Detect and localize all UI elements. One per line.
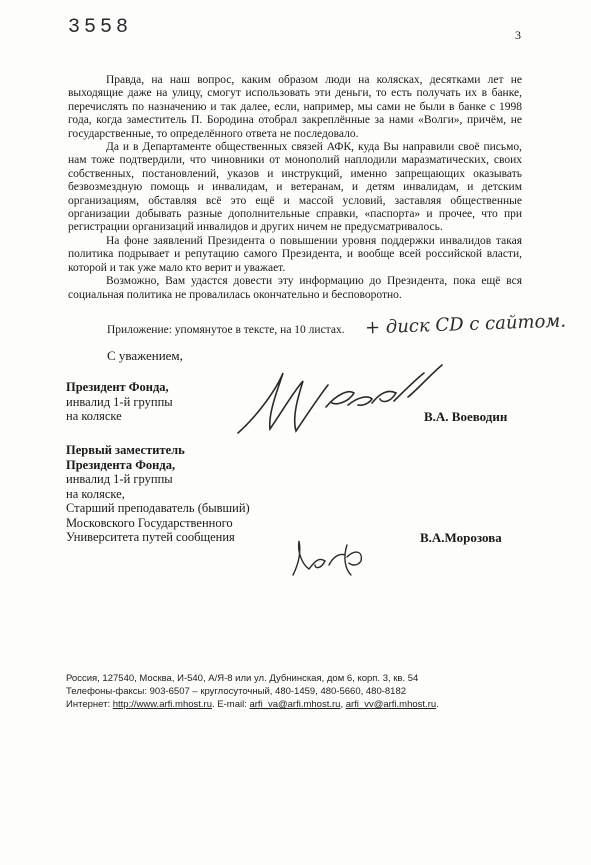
page-number: 3 bbox=[515, 28, 521, 42]
attachment-line: Приложение: упомянутое в тексте, на 10 листах. bbox=[107, 324, 345, 336]
email-link-1[interactable]: arfi_va@arfi.mhost.ru bbox=[249, 699, 341, 710]
signatory-2-line: Старший преподаватель (бывший) bbox=[66, 501, 250, 515]
signatory-2-name: В.А.Морозова bbox=[420, 530, 502, 545]
letter-body bbox=[68, 74, 522, 302]
paragraph-4: Возможно, Вам удастся довести эту информацию до Президента, пока ещё вся социальная политика не провалилась окончательно и бесповоротно. bbox=[68, 275, 522, 301]
signatory-1-block bbox=[66, 380, 173, 424]
signature-1 bbox=[228, 355, 458, 440]
signatory-1-line: на коляске bbox=[66, 409, 122, 423]
footer-phones: Телефоны-факсы: 903-6507 – круглосуточный, 480-1459, 480-5660, 480-8182 bbox=[66, 686, 407, 697]
signatory-2-line: инвалид 1-й группы bbox=[66, 472, 173, 486]
signatory-1-title: Президент Фонда, bbox=[66, 380, 169, 394]
signatory-2-line: Московского Государственного bbox=[66, 515, 233, 530]
paragraph-3: На фоне заявлений Президента о повышении уровня поддержки инвалидов такая политика подрывает и репутацию самого Президента, и вообще всей российской власти, которой и так уже мало кто верит и уважает. bbox=[68, 234, 522, 274]
signatory-2-line: на коляске, bbox=[66, 486, 125, 501]
signatory-1-line: инвалид 1-й группы bbox=[66, 394, 173, 409]
signatory-1-name: В.А. Воеводин bbox=[424, 409, 508, 424]
website-link[interactable]: http://www.arfi.mhost.ru bbox=[112, 699, 212, 710]
handwritten-note: + диск CD с сайтом. bbox=[364, 310, 567, 339]
signatory-2-title: Президента Фонда, bbox=[66, 457, 176, 472]
footer-internet: Интернет: http://www.arfi.mhost.ru. E-mail: arfi_va@arfi.mhost.ru, arfi_vv@arfi.mhost.ru. bbox=[66, 699, 439, 710]
signatory-2-line: Университета путей сообщения bbox=[66, 530, 235, 544]
footer bbox=[66, 672, 439, 711]
signatory-2-block bbox=[66, 443, 250, 545]
paragraph-1: Правда, на наш вопрос, каким образом люди на колясках, десятками лет не выходящие даже на улицу, смогут использовать эти деньги, то есть получать их в банке, перечислять по назначению и так далее, если, например, мы сами не были в банке с 1998 года, когда заместитель П. Бородина отобрал закреплённые за нами «Волги», причём, не государственные, то определённого ответа не последовало. bbox=[68, 74, 522, 140]
email-link-2[interactable]: arfi_vv@arfi.mhost.ru bbox=[345, 699, 437, 710]
stamp-number: 3558 bbox=[68, 16, 133, 39]
signature-2 bbox=[285, 535, 375, 580]
internet-label: Интернет: bbox=[66, 699, 111, 710]
footer-address: Россия, 127540, Москва, И-540, А/Я-8 или ул. Дубнинская, дом 6, корп. 3, кв. 54 bbox=[66, 673, 419, 684]
paragraph-2: Да и в Департаменте общественных связей АФК, куда Вы направили своё письмо, нам тоже подтвердили, что чиновники от монополий наплодили маразматических, своих собственных, постановлений, указов и инструкций, именно запрещающих оказывать безвозмездную помощь и инвалидам, и ветеранам, и детям инвалидам, и детским организациям, обставляя всё это ещё и массой условий, заставляя общественные организации добывать разные дополнительные справки, «паспорта» и прочее, что при регистрации организаций инвалидов и других ничем не предусматривалось. bbox=[68, 141, 522, 234]
signatory-2-title: Первый заместитель bbox=[66, 443, 185, 457]
email-label: . E-mail: bbox=[212, 699, 247, 710]
closing: С уважением, bbox=[107, 348, 183, 363]
